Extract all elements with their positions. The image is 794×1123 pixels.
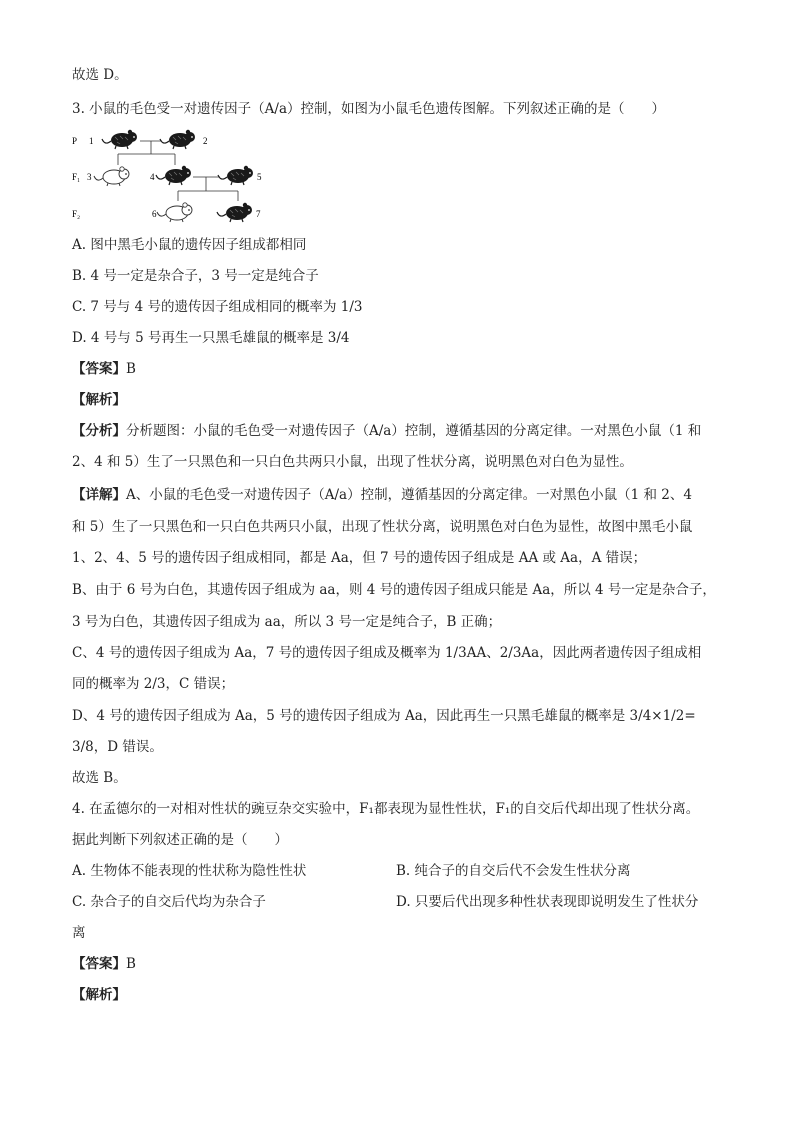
xiangjie-tag: 【详解】: [72, 487, 126, 503]
text-line: 分析题图：小鼠的毛色受一对遗传因子（A/a）控制，遵循基因的分离定律。一对黑色小鼠（1 和: [126, 423, 702, 439]
text-line: 和 5）生了一只黑色和一只白色共两只小鼠，出现了性状分离，说明黑色对白色为显性，故图中黑毛小鼠: [72, 519, 693, 535]
answer-value: B: [126, 956, 136, 972]
option-c: C. 7 号与 4 号的遗传因子组成相同的概率为 1/3: [72, 299, 363, 315]
text-line: C、4 号的遗传因子组成为 Aa，7 号的遗传因子组成及概率为 1/3AA、2/3Aa，因此两者遗传因子组成相: [72, 645, 702, 661]
option-a: A. 生物体不能表现的性状称为隐性性状: [72, 863, 307, 879]
text-line: 3 号为白色，其遗传因子组成为 aa，所以 3 号一定是纯合子，B 正确；: [72, 614, 502, 630]
answer-tag: 【答案】: [72, 361, 126, 377]
option-d: D. 4 号与 5 号再生一只黑毛雄鼠的概率是 3/4: [72, 330, 350, 346]
analysis-heading: [72, 986, 126, 1004]
black-mouse-1-icon: [102, 130, 137, 149]
text-line: 故选 D。: [72, 67, 128, 83]
mouse-inheritance-diagram: [70, 125, 270, 225]
mouse-number-3: 3: [87, 172, 92, 182]
analysis-tag: 【解析】: [72, 392, 126, 408]
option-b: B. 纯合子的自交后代不会发生性状分离: [396, 863, 631, 879]
analysis-tag: 【解析】: [72, 987, 126, 1003]
mouse-number-7: 7: [256, 209, 261, 219]
question-4-stem: 4. 在孟德尔的一对相对性状的豌豆杂交实验中，F₁都表现为显性性状，F₁的自交后代却出现了性状分离。: [72, 801, 700, 817]
option-d: D. 只要后代出现多种性状表现即说明发生了性状分: [396, 894, 699, 910]
text-line: 故选 B。: [72, 770, 127, 786]
black-mouse-2-icon: [160, 130, 195, 149]
option-c: C. 杂合子的自交后代均为杂合子: [72, 894, 266, 910]
black-mouse-5-icon: [218, 166, 253, 185]
black-mouse-7-icon: [217, 203, 252, 222]
answer-line: [72, 360, 136, 378]
text-line: 3/8，D 错误。: [72, 739, 163, 755]
question-3-stem: 3. 小鼠的毛色受一对遗传因子（A/a）控制，如图为小鼠毛色遗传图解。下列叙述正确的是（ ）: [72, 101, 666, 117]
text-line: 2、4 和 5）生了一只黑色和一只白色共两只小鼠，出现了性状分离，说明黑色对白色为显性。: [72, 454, 633, 470]
text-line: A、小鼠的毛色受一对遗传因子（A/a）控制，遵循基因的分离定律。一对黑色小鼠（1 和 2、4: [126, 487, 692, 503]
gen-label-f2: F₂: [72, 209, 81, 219]
question-4-stem-cont: 据此判断下列叙述正确的是（ ）: [72, 832, 288, 848]
text-line: D、4 号的遗传因子组成为 Aa，5 号的遗传因子组成为 Aa，因此再生一只黑毛雄鼠的概率是 3/4×1/2=: [72, 708, 696, 724]
answer-tag: 【答案】: [72, 956, 126, 972]
analysis-heading: [72, 391, 126, 409]
detail-paragraph: [72, 486, 692, 504]
text-line: 同的概率为 2/3，C 错误；: [72, 676, 235, 692]
mouse-number-4: 4: [150, 172, 155, 182]
gen-label-f1: F₁: [72, 172, 81, 182]
white-mouse-3-icon: [94, 167, 129, 186]
fenxi-tag: 【分析】: [72, 423, 126, 439]
text-line: 1、2、4、5 号的遗传因子组成相同，都是 Aa，但 7 号的遗传因子组成是 AA 或 Aa，A 错误；: [72, 550, 647, 566]
option-a: A. 图中黑毛小鼠的遗传因子组成都相同: [72, 237, 307, 253]
answer-value: B: [126, 361, 136, 377]
mouse-number-2: 2: [203, 136, 208, 146]
mouse-number-5: 5: [257, 172, 262, 182]
mouse-number-1: 1: [89, 136, 94, 146]
black-mouse-4-icon: [156, 166, 191, 185]
answer-line: [72, 955, 136, 973]
mouse-number-6: 6: [152, 209, 157, 219]
analysis-paragraph: [72, 422, 701, 440]
gen-label-p: P: [72, 136, 78, 146]
option-b: B. 4 号一定是杂合子，3 号一定是纯合子: [72, 268, 319, 284]
white-mouse-6-icon: [157, 203, 192, 222]
option-d-cont: 离: [72, 925, 86, 941]
text-line: B、由于 6 号为白色，其遗传因子组成为 aa，则 4 号的遗传因子组成只能是 Aa，所以 4 号一定是杂合子，: [72, 582, 716, 598]
